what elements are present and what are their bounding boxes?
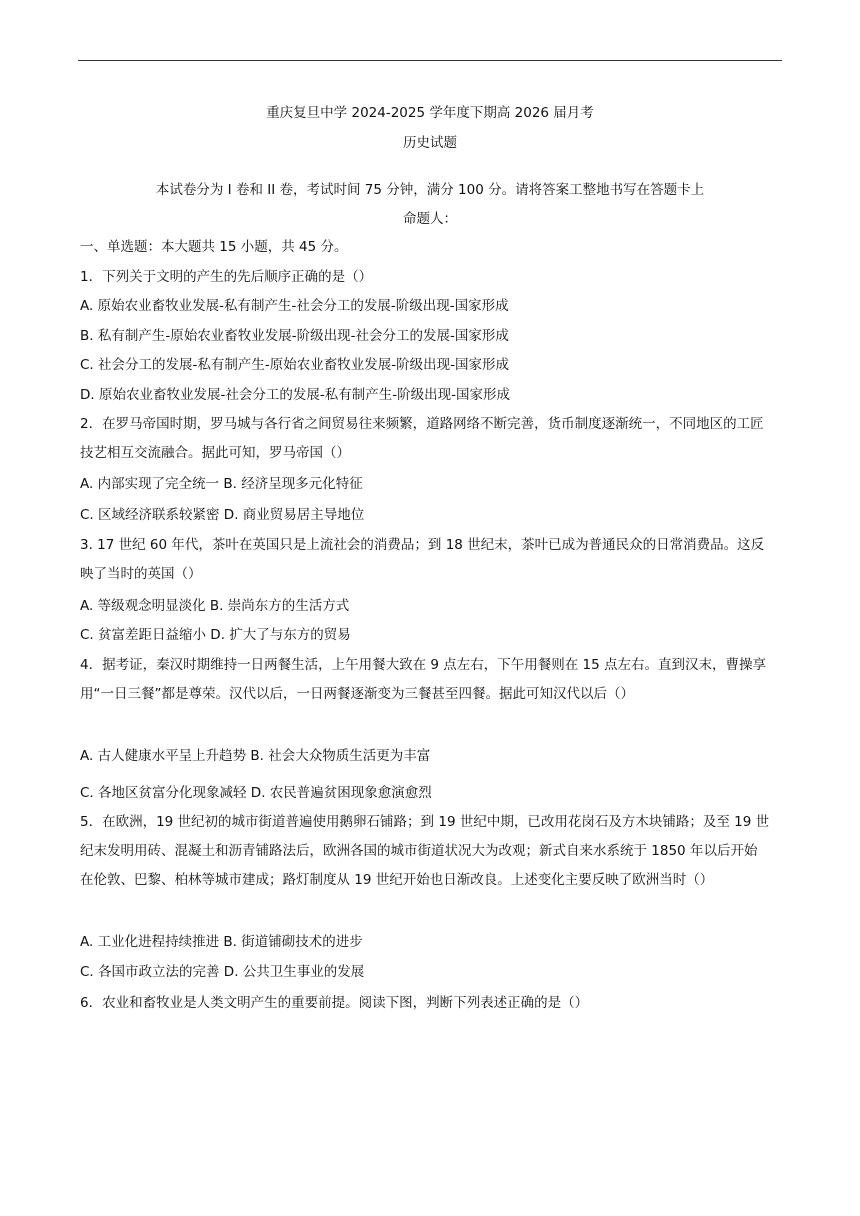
- exam-subject: 历史试题: [403, 135, 457, 151]
- exam-instructions: 本试卷分为 I 卷和 II 卷，考试时间 75 分钟，满分 100 分。请将答案工整地书写在答题卡上: [155, 182, 705, 198]
- question-4-options-cd: C. 各地区贫富分化现象减轻 D. 农民普遍贫困现象愈演愈烈: [80, 785, 432, 801]
- question-3-stem: 3. 17 世纪 60 年代，茶叶在英国只是上流社会的消费品；到 18 世纪末，茶叶已成为普通民众的日常消费品。这反映了当时的英国（）: [80, 537, 765, 582]
- question-5-stem: 5．在欧洲，19 世纪初的城市街道普遍使用鹅卵石铺路；到 19 世纪中期，已改用花岗石及方木块铺路；及至 19 世纪末发明用砖、混凝土和沥青铺路法后，欧洲各国的城市街道状况大为改观；新式自来水系统于 1850 年以后开始在伦敦、巴黎、柏林等城市建成；路灯制度从 19 世纪开始也日渐改良。上述变化主要反映了欧洲当时（）: [80, 814, 770, 888]
- header-rule: [78, 60, 782, 61]
- question-5-options-ab: A. 工业化进程持续推进 B. 街道铺砌技术的进步: [80, 934, 363, 950]
- question-1-stem: 1．下列关于文明的产生的先后顺序正确的是（）: [80, 269, 373, 285]
- question-2-options-cd: C. 区域经济联系较紧密 D. 商业贸易居主导地位: [80, 507, 365, 523]
- question-6-stem: 6．农业和畜牧业是人类文明产生的重要前提。阅读下图，判断下列表述正确的是（）: [80, 995, 589, 1011]
- section-heading: 一、单选题：本大题共 15 小题，共 45 分。: [80, 239, 348, 255]
- question-1-option-b: B. 私有制产生-原始农业畜牧业发展-阶级出现-社会分工的发展-国家形成: [80, 328, 509, 344]
- question-1-option-a: A. 原始农业畜牧业发展-私有制产生-社会分工的发展-阶级出现-国家形成: [80, 298, 509, 314]
- question-3-options-cd: C. 贫富差距日益缩小 D. 扩大了与东方的贸易: [80, 627, 351, 643]
- question-1-option-c: C. 社会分工的发展-私有制产生-原始农业畜牧业发展-阶级出现-国家形成: [80, 357, 509, 373]
- question-2-options-ab: A. 内部实现了完全统一 B. 经济呈现多元化特征: [80, 476, 363, 492]
- question-2-stem: 2．在罗马帝国时期，罗马城与各行省之间贸易往来频繁，道路网络不断完善，货币制度逐渐统一，不同地区的工匠技艺相互交流融合。据此可知，罗马帝国（）: [80, 416, 764, 461]
- exam-title: 重庆复旦中学 2024-2025 学年度下期高 2026 届月考: [266, 105, 594, 121]
- question-3-options-ab: A. 等级观念明显淡化 B. 崇尚东方的生活方式: [80, 598, 350, 614]
- question-5-options-cd: C. 各国市政立法的完善 D. 公共卫生事业的发展: [80, 964, 365, 980]
- question-4-options-ab: A. 古人健康水平呈上升趋势 B. 社会大众物质生活更为丰富: [80, 748, 431, 764]
- exam-author: 命题人：: [403, 211, 457, 227]
- question-4-stem: 4．据考证，秦汉时期维持一日两餐生活，上午用餐大致在 9 点左右，下午用餐则在 15 点左右。直到汉末，曹操享用“一日三餐”都是尊荣。汉代以后，一日两餐逐渐变为三餐甚至四餐。据此可知汉代以后（）: [80, 657, 767, 702]
- question-1-option-d: D. 原始农业畜牧业发展-社会分工的发展-私有制产生-阶级出现-国家形成: [80, 387, 510, 403]
